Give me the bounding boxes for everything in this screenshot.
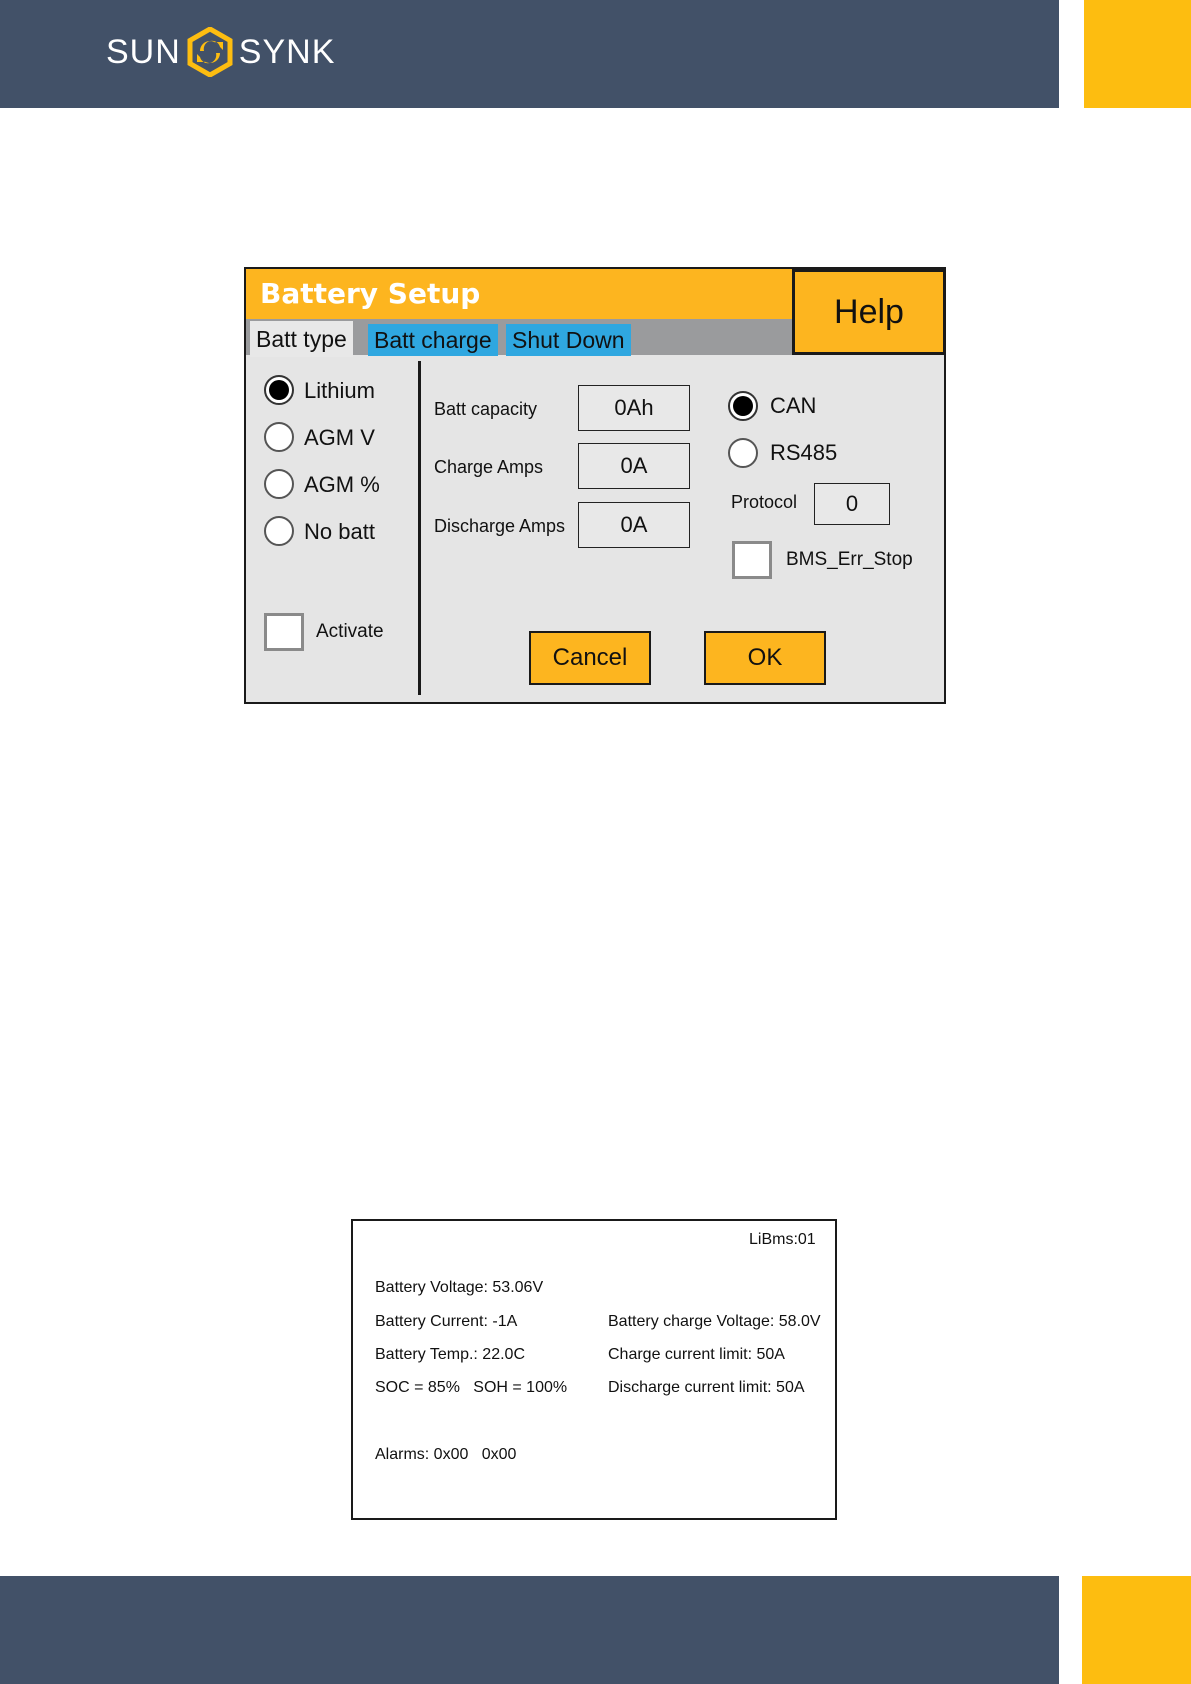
bms-err-stop-checkbox[interactable]: [732, 541, 772, 579]
battery-temp: Battery Temp.: 22.0C: [375, 1346, 525, 1363]
bms-id: LiBms:01: [749, 1231, 816, 1248]
battery-current: Battery Current: -1A: [375, 1313, 518, 1330]
radio-agm-percent-label: AGM %: [304, 472, 380, 497]
charge-amps-field[interactable]: 0A: [578, 443, 690, 489]
radio-no-batt[interactable]: [264, 516, 294, 546]
page-footer-bar: [0, 1576, 1059, 1684]
radio-agm-v[interactable]: [264, 422, 294, 452]
activate-checkbox[interactable]: [264, 613, 304, 651]
radio-agm-v-label: AGM V: [304, 425, 375, 450]
header-accent-block: [1084, 0, 1191, 108]
protocol-label: Protocol: [731, 492, 798, 512]
activate-label: Activate: [316, 621, 384, 642]
battery-setup-panel: [244, 267, 946, 704]
panel-header: [246, 269, 792, 319]
protocol-field[interactable]: 0: [814, 483, 890, 525]
radio-lithium[interactable]: [264, 375, 294, 405]
discharge-amps-label: Discharge Amps: [434, 516, 566, 536]
ok-button[interactable]: OK: [704, 631, 826, 685]
soc-soh: SOC = 85% SOH = 100%: [375, 1379, 568, 1396]
charge-amps-label: Charge Amps: [434, 457, 544, 477]
logo-text-left: SUN: [106, 32, 181, 71]
panel-divider: [418, 361, 421, 695]
tab-batt-type[interactable]: Batt type: [250, 321, 353, 357]
logo-text-right: SYNK: [238, 32, 336, 71]
radio-no-batt-label: No batt: [304, 519, 375, 544]
help-button[interactable]: Help: [792, 269, 946, 355]
footer-accent-block: [1082, 1576, 1191, 1684]
tab-shut-down[interactable]: Shut Down: [506, 324, 631, 356]
battery-charge-voltage: Battery charge Voltage: 58.0V: [608, 1313, 821, 1330]
radio-can-label: CAN: [770, 393, 817, 418]
battery-voltage: Battery Voltage: 53.06V: [375, 1279, 544, 1296]
cancel-button[interactable]: Cancel: [529, 631, 651, 685]
tab-batt-charge[interactable]: Batt charge: [368, 324, 498, 356]
bms-info-panel: [351, 1219, 837, 1520]
sunsynk-logo: [106, 26, 335, 78]
radio-lithium-label: Lithium: [304, 378, 375, 403]
sunsynk-hexagon-icon: [187, 27, 233, 77]
charge-current-limit: Charge current limit: 50A: [608, 1346, 785, 1363]
radio-rs485[interactable]: [728, 438, 758, 468]
radio-agm-percent[interactable]: [264, 469, 294, 499]
batt-capacity-field[interactable]: 0Ah: [578, 385, 690, 431]
discharge-amps-field[interactable]: 0A: [578, 502, 690, 548]
radio-can[interactable]: [728, 391, 758, 421]
bms-err-stop-label: BMS_Err_Stop: [786, 549, 913, 570]
batt-capacity-label: Batt capacity: [434, 399, 538, 419]
alarms: Alarms: 0x00 0x00: [375, 1446, 517, 1463]
radio-rs485-label: RS485: [770, 440, 838, 465]
panel-title: Battery Setup: [260, 277, 481, 310]
discharge-current-limit: Discharge current limit: 50A: [608, 1379, 805, 1396]
